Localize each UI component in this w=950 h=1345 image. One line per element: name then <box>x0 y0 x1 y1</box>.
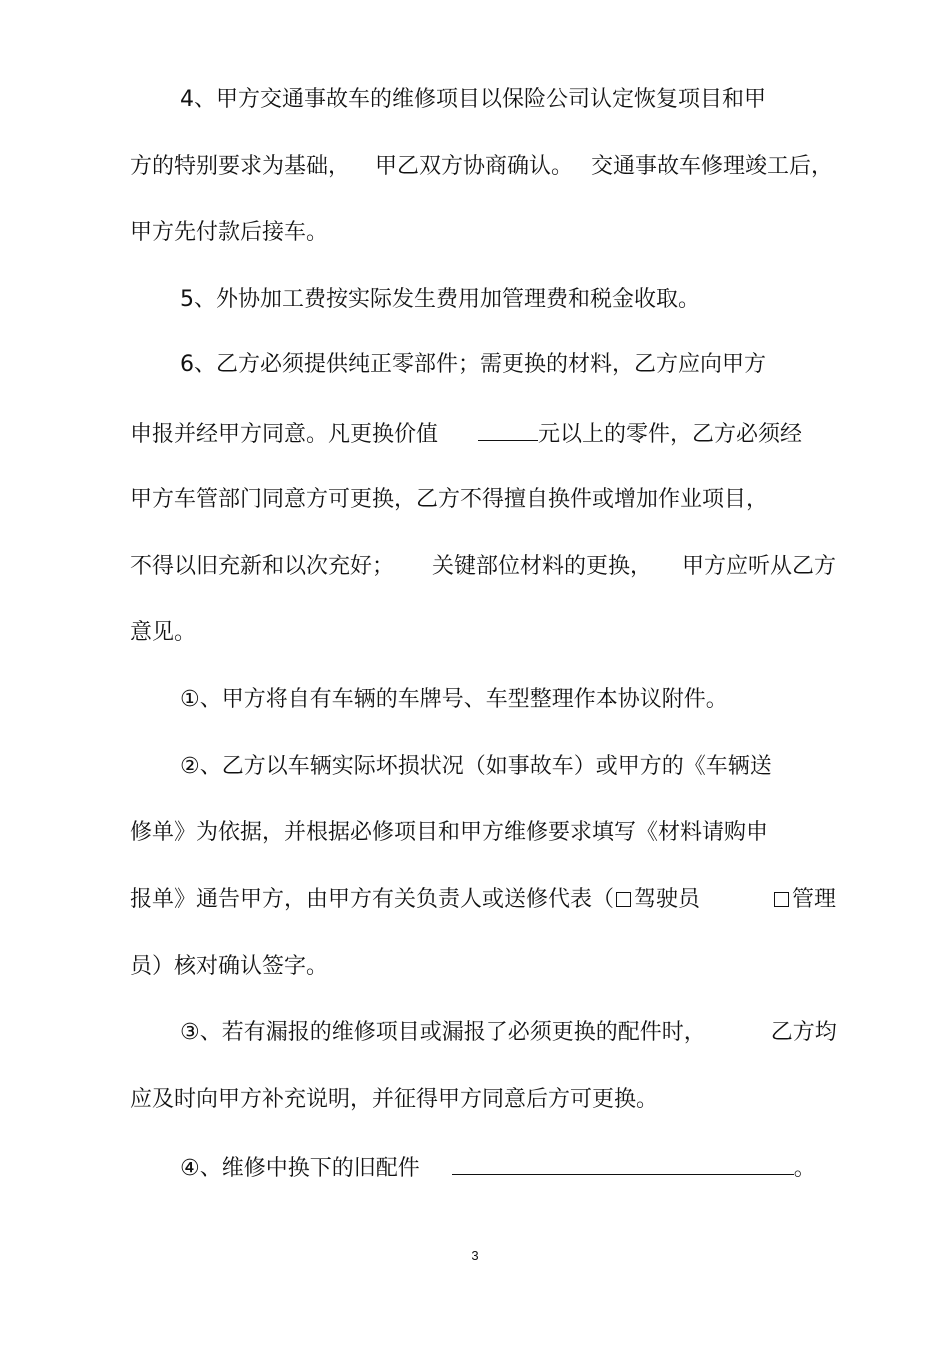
para-6-line-3: 甲方车管部门同意方可更换，乙方不得擅自换件或增加作业项目， <box>130 487 769 512</box>
driver-label: 驾驶员 <box>634 887 701 912</box>
clause-4-line-1-b: 。 <box>793 1156 816 1181</box>
para-6-line-4 <box>130 552 836 582</box>
para-4-line-2-c: 交通事故车修理竣工后， <box>591 154 834 179</box>
para-4-line-3: 甲方先付款后接车。 <box>130 220 329 245</box>
para-4-line-2-a: 方的特别要求为基础， <box>130 154 351 179</box>
clause-3-line-1 <box>180 1018 837 1048</box>
clause-3-line-1-b: 乙方均 <box>770 1020 837 1045</box>
para-4-line-2-b: 甲乙双方协商确认。 <box>375 154 574 179</box>
para-6-line-4-c: 甲方应听从乙方 <box>682 554 837 579</box>
clause-2-line-3-a: 报单》通告甲方，由甲方有关负责人或送修代表（ <box>130 887 615 912</box>
old-parts-blank[interactable] <box>452 1152 794 1175</box>
clause-2-line-1: ②、乙方以车辆实际坏损状况（如事故车）或甲方的《车辆送 <box>180 754 772 779</box>
clause-1-line-1: ①、甲方将自有车辆的车牌号、车型整理作本协议附件。 <box>180 687 728 712</box>
page-number: 3 <box>471 1248 479 1263</box>
para-4-line-1: 4、甲方交通事故车的维修项目以保险公司认定恢复项目和甲 <box>180 87 766 112</box>
value-blank[interactable] <box>478 418 538 441</box>
manager-label: 管理 <box>792 887 837 912</box>
para-4-line-2 <box>130 152 833 182</box>
clause-2-line-3 <box>130 885 836 915</box>
para-6-line-4-b: 关键部位材料的更换， <box>432 554 653 579</box>
para-6-line-2-b: 元以上的零件，乙方必须经 <box>538 422 803 447</box>
para-6-line-1: 6、乙方必须提供纯正零部件；需更换的材料，乙方应向甲方 <box>180 352 766 377</box>
manager-checkbox[interactable] <box>774 892 789 907</box>
para-6-line-4-a: 不得以旧充新和以次充好； <box>130 554 395 579</box>
clause-2-line-4: 员）核对确认签字。 <box>130 954 329 979</box>
para-5-line-1: 5、外协加工费按实际发生费用加管理费和税金收取。 <box>180 287 700 312</box>
para-6-line-2-a: 申报并经甲方同意。凡更换价值 <box>130 422 439 447</box>
para-6-line-5: 意见。 <box>130 620 197 645</box>
clause-3-line-2: 应及时向甲方补充说明，并征得甲方同意后方可更换。 <box>130 1087 659 1112</box>
clause-4-line-1 <box>180 1152 816 1184</box>
clause-2-line-2: 修单》为依据，并根据必修项目和甲方维修要求填写《材料请购申 <box>130 820 769 845</box>
driver-checkbox[interactable] <box>616 892 631 907</box>
para-6-line-2 <box>130 418 802 450</box>
clause-3-line-1-a: ③、若有漏报的维修项目或漏报了必须更换的配件时， <box>180 1020 706 1045</box>
clause-4-line-1-a: ④、维修中换下的旧配件 <box>180 1156 420 1181</box>
